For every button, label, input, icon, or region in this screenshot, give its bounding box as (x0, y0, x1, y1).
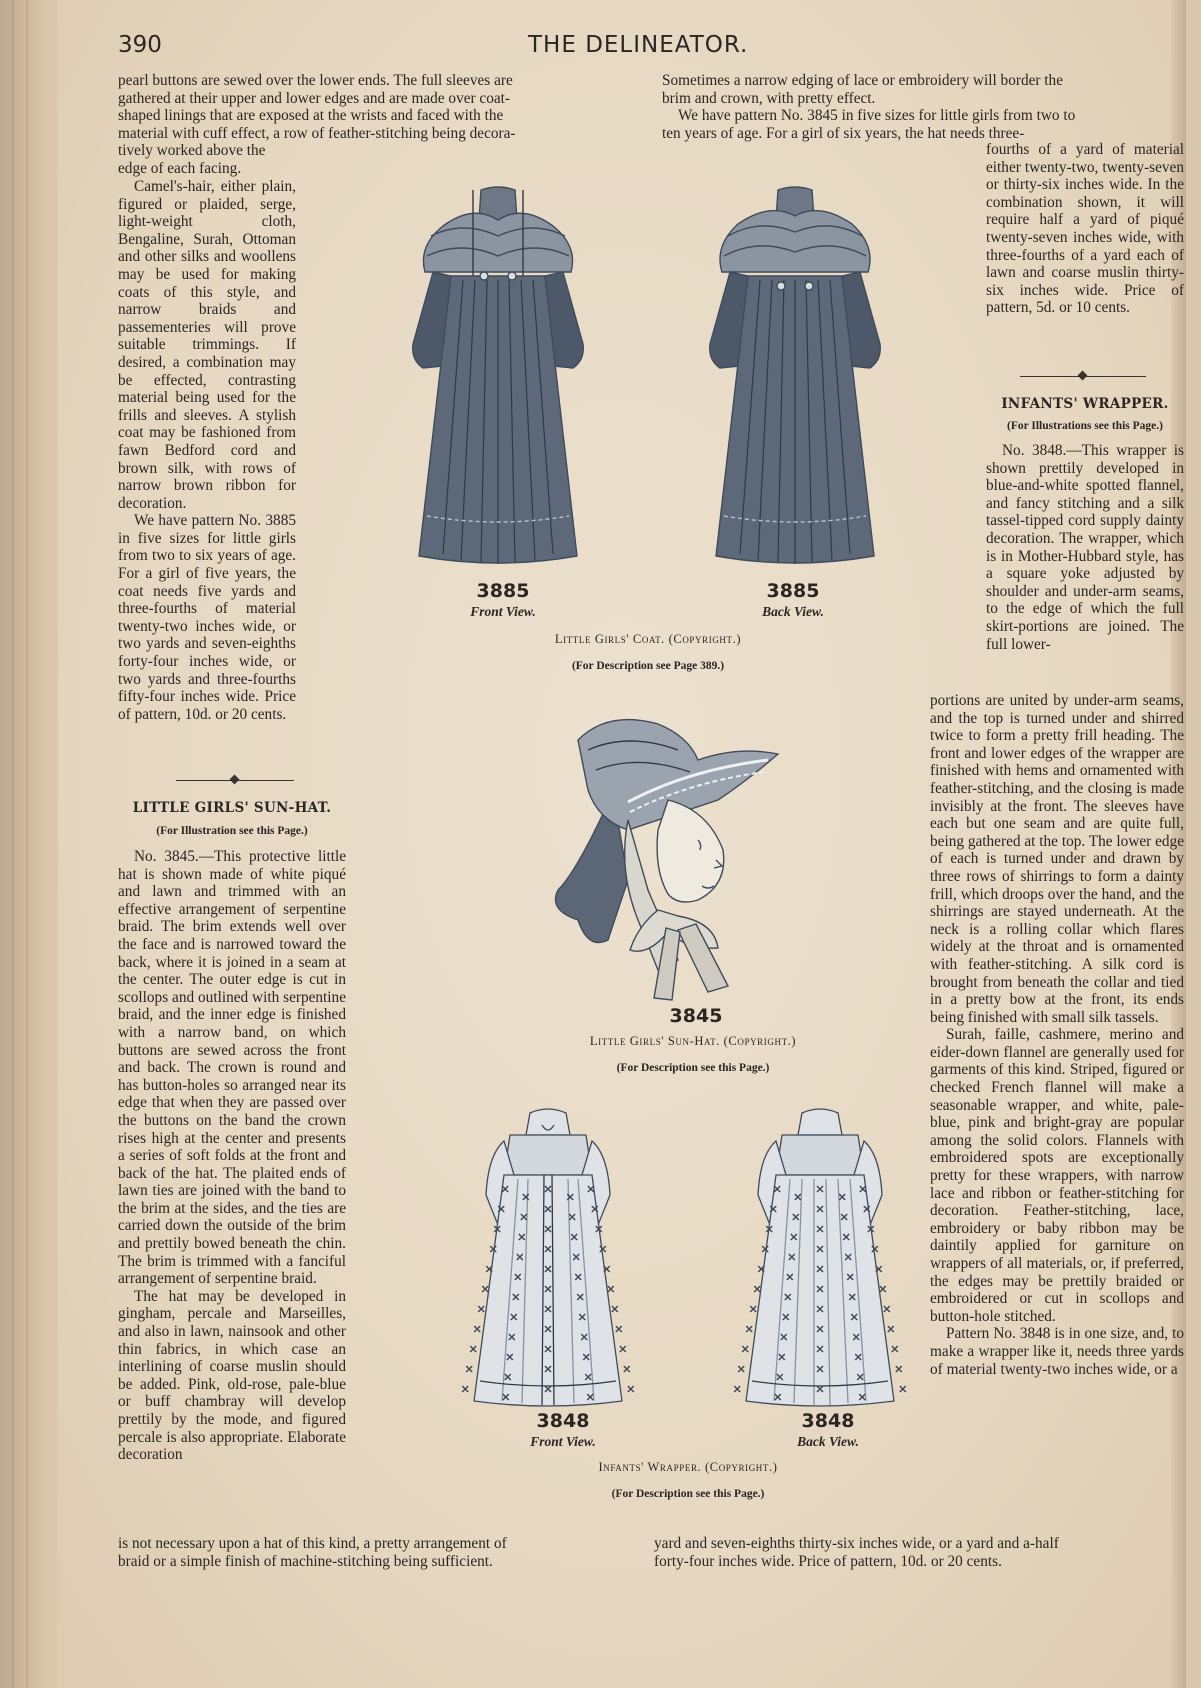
text-line: yard and seven-eighths thirty-six inches wide, or a yard and a-half (654, 1535, 1059, 1552)
text-line: brim and crown, with pretty effect. (662, 89, 876, 107)
figure-view-label: Front View. (470, 604, 536, 619)
magazine-page (58, 0, 1186, 1688)
book-binding (0, 0, 58, 1688)
text-line: material with cuff effect, a row of feather-stitching being decora- (118, 124, 516, 142)
wrapper-front-illustration (458, 1105, 638, 1410)
paragraph: Pattern No. 3848 is in one size, and, to make a wrapper like it, needs three yards of material twenty-two inches wide, or a (930, 1325, 1184, 1378)
text-line: ten years of age. For a girl of six years, the hat needs three- (662, 124, 1025, 142)
sunhat-illustration (518, 710, 828, 1010)
text-line: pearl buttons are sewed over the lower ends. The full sleeves are (118, 72, 513, 89)
bottom-right-text (654, 1535, 1184, 1570)
figure-caption: Infants' Wrapper. (Copyright.) (598, 1460, 778, 1474)
paragraph: We have pattern No. 3885 in five sizes for little girls from two to six years of age. For a girl of five years, the coat needs five yards and three-fourths of material twenty-two inches wide, or two yards and seven-eighths forty-four inches wide, or two yards and three-fourths fifty-four inches wide. Price of pattern, 10d. or 20 cents. (118, 512, 296, 723)
paragraph: Camel's-hair, either plain, figured or plaided, serge, light-weight cloth, Bengaline, Surah, Ottoman and other silks and woollens may be used for making coats of this style, and narrow braids and passementeries will prove suitable trimmings. If desired, a combination may be effected, contrasting material being used for the frills and sleeves. A stylish coat may be fashioned from fawn Bedford cord and brown silk, with rows of narrow brown ribbon for decoration. (118, 178, 296, 512)
text-line: forty-four inches wide. Price of pattern, 10d. or 20 cents. (654, 1552, 1002, 1570)
section-divider (176, 780, 294, 781)
figure-description-ref: (For Description see this Page.) (611, 1488, 765, 1500)
wrapper-article-text-a (986, 442, 1184, 653)
page-title: THE DELINEATOR. (528, 32, 749, 58)
bottom-left-text (118, 1535, 648, 1570)
figure-number: 3848 (536, 1410, 590, 1432)
figure-number: 3885 (766, 580, 820, 602)
coat-back-illustration (700, 176, 890, 580)
wrapper-subheading: (For Illustrations see this Page.) (1007, 420, 1163, 432)
left-top-text (118, 72, 646, 178)
paragraph: The hat may be developed in gingham, percale and Marseilles, and also in lawn, nainsook and other thin fabrics, in which case an interlining of coarse muslin should be added. Pink, old-rose, pale-blue or buff chambray will develop prettily by the mode, and figured percale is also appropriate. Elaborate decoration (118, 1287, 346, 1464)
figure-view-label: Front View. (530, 1434, 596, 1449)
text-line: shaped linings that are exposed at the wrists and faced with the (118, 107, 504, 125)
figure-number: 3848 (801, 1410, 855, 1432)
text-line: is not necessary upon a hat of this kind, a pretty arrangement of (118, 1535, 507, 1552)
paragraph: No. 3848.—This wrapper is shown prettily developed in blue-and-white spotted flannel, and fancy stitching and a silk tassel-tipped cord supply dainty decoration. The wrapper, which is in Mother-Hubbard style, has a square yoke adjusted by shoulder and under-arm seams, to the edge of which the full skirt-portions are joined. The full lower- (986, 442, 1184, 653)
figure-view-label: Back View. (762, 604, 824, 619)
sunhat-subheading: (For Illustration see this Page.) (156, 825, 308, 837)
text-line: braid or a simple finish of machine-stitching being sufficient. (118, 1552, 493, 1570)
figure-description-ref: (For Description see Page 389.) (571, 660, 725, 672)
figure-caption: Little Girls' Sun-Hat. (Copyright.) (589, 1034, 797, 1048)
section-divider (1020, 376, 1146, 377)
sunhat-article-text (118, 848, 346, 1464)
paragraph: portions are united by under-arm seams, and the top is turned under and shirred twice to form a pretty frill heading. The front and lower edges of the wrapper are finished with hems and ornamented with feather-stitching, and the closing is made invisibly at the front. The sleeves have each but one seam and are quite full, being gathered at the top. The lower edge of each is turned under and drawn by three rows of shirrings to form a dainty frill, which droops over the hand, and the shirrings are stayed underneath. At the neck is a rolling collar which flares widely at the throat and is ornamented with feather-stitching. A silk cord is brought from beneath the collar and tied in a pretty bow at the front, its ends being finished with small silk tassels. (930, 692, 1184, 1026)
paragraph: No. 3845.—This protective little hat is shown made of white piqué and lawn and trimmed with an effective arrangement of serpentine braid. The brim extends well over the face and is narrowed toward the back, where it is joined in a seam at the center. The outer edge is cut in scollops and outlined with serpentine braid, and the inner edge is finished with a narrow band, on which buttons are sewed across the front and back. The crown is round and has button-holes so arranged near its edge that when they are passed over the buttons on the band the crown rises high at the center and presents a series of soft folds at the front and back of the hat. The plaited ends of lawn ties are joined with the band to the brim at the sides, and the ties are carried down the outside of the brim and prettily bowed beneath the chin. The brim is trimmed with a fanciful arrangement of serpentine braid. (118, 848, 346, 1288)
wrapper-article-text-b (930, 692, 1184, 1378)
right-top-text (662, 72, 1184, 142)
text-line: edge of each facing. (118, 159, 242, 177)
wrapper-heading: INFANTS' WRAPPER. (1001, 396, 1169, 412)
figure-view-label: Back View. (797, 1434, 859, 1449)
figure-number: 3845 (669, 1005, 723, 1027)
paragraph: Surah, faille, cashmere, merino and eider-down flannel are generally used for garments of this kind. Striped, figured or checked French flannel will make a seasonable wrapper, and white, pale-blue, pink and bright-gray are popular among the solid colors. Flannels with embroidered spots are exceptionally pretty for these wrappers, with narrow lace and ribbon or feather-stitching for decoration. Feather-stitching, lace, embroidery or baby ribbon may be daintily applied for garniture on wrappers of all materials, or, if preferred, the edges may be prettily braided or embroidered or cut in scollops and button-hole stitched. (930, 1026, 1184, 1325)
wrapper-back-illustration (730, 1105, 910, 1410)
text-line: tively worked above the (118, 142, 266, 160)
figure-caption: Little Girls' Coat. (Copyright.) (554, 632, 742, 646)
figure-description-ref: (For Description see this Page.) (616, 1062, 770, 1074)
coat-materials-text (118, 178, 296, 723)
text-line: gathered at their upper and lower edges and are made over coat- (118, 89, 511, 107)
sunhat-heading: LITTLE GIRLS' SUN-HAT. (132, 800, 332, 816)
coat-front-illustration (403, 176, 593, 580)
page-number: 390 (118, 32, 162, 58)
text-line: We have pattern No. 3845 in five sizes for little girls from two to (678, 107, 1076, 125)
paragraph: fourths of a yard of material either twenty-two, twenty-seven or thirty-six inches wide. In the combination shown, it will require half a yard of piqué twenty-seven inches wide, with three-fourths of a yard each of lawn and coarse muslin thirty-six inches wide. Price of pattern, 5d. or 10 cents. (986, 141, 1184, 317)
figure-number: 3885 (476, 580, 530, 602)
sunhat-pattern-text (986, 141, 1184, 317)
text-line: Sometimes a narrow edging of lace or embroidery will border the (662, 72, 1063, 89)
